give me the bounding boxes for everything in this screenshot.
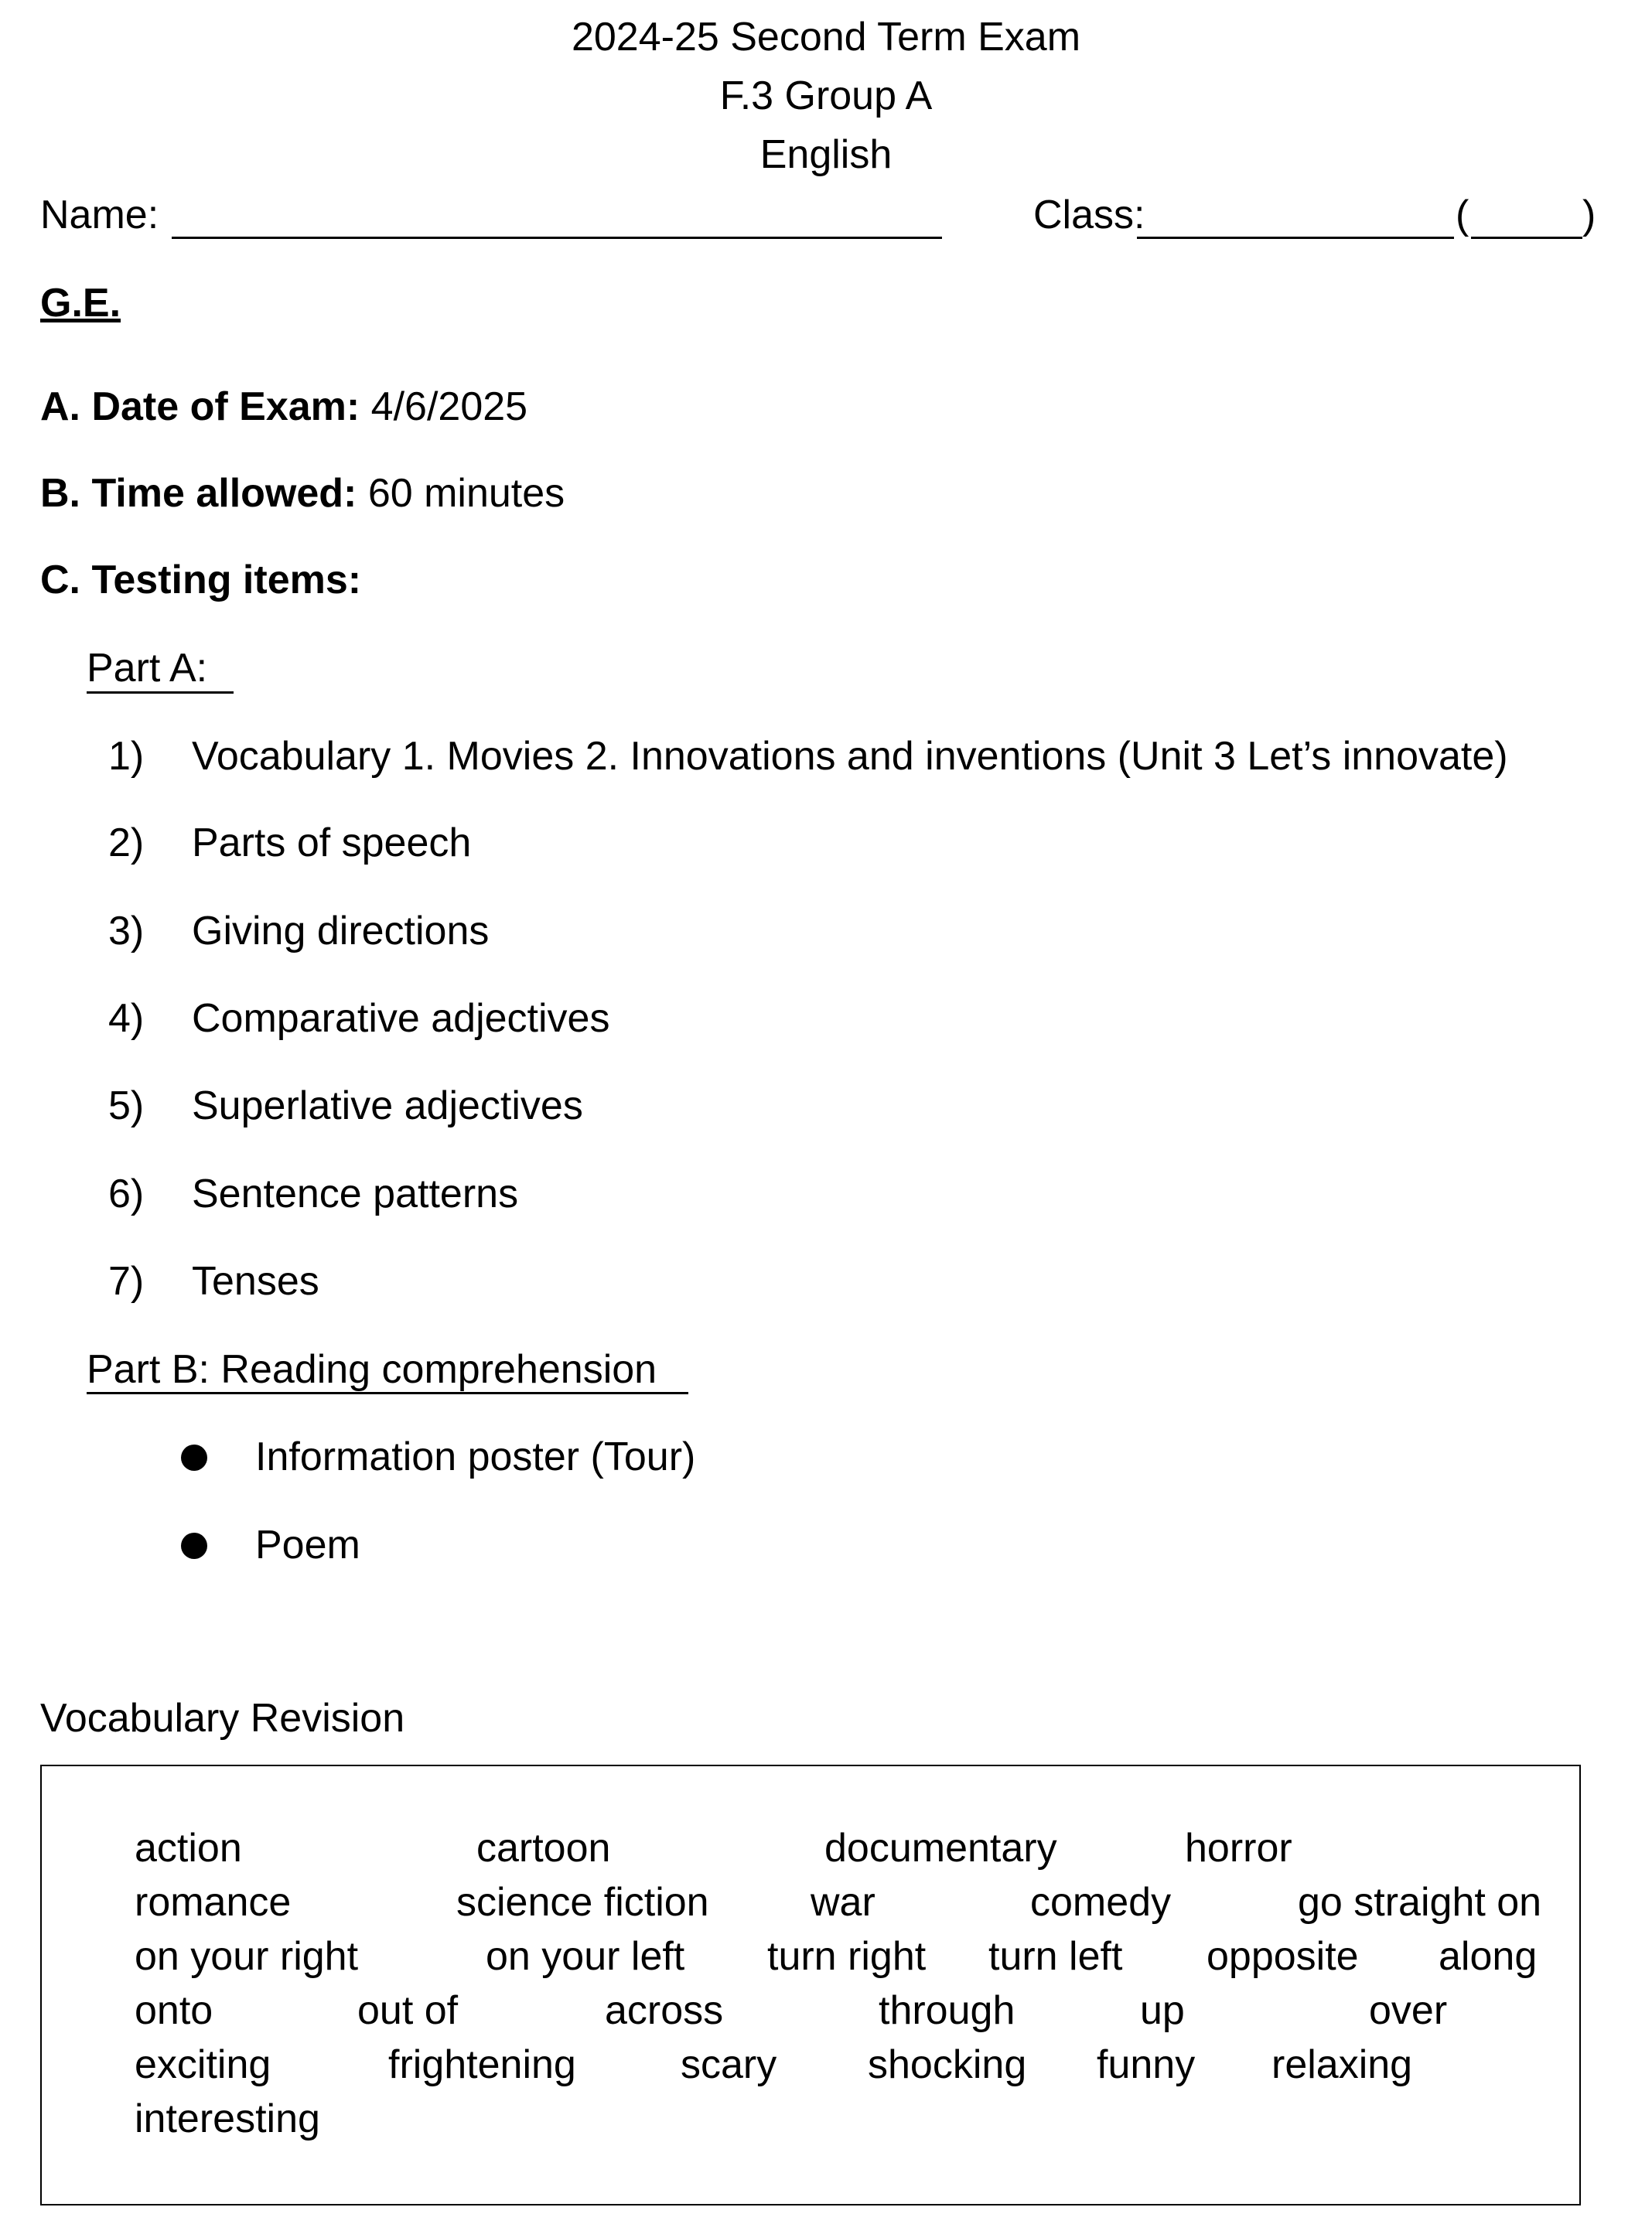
date-value: 4/6/2025 [370, 384, 528, 429]
vocab-word: up [1140, 1988, 1185, 2033]
vocab-word: turn left [988, 1934, 1123, 1979]
time-label: B. Time allowed: [40, 471, 357, 516]
vocab-word: turn right [767, 1934, 927, 1979]
part-b-title: Part B: Reading comprehension [87, 1347, 657, 1392]
vocab-word: through [879, 1988, 1015, 2033]
vocab-word: over [1369, 1988, 1448, 2033]
part-a-item-num: 1) [108, 734, 145, 779]
class-number-close: ) [1582, 193, 1596, 237]
part-a-item-text: Sentence patterns [192, 1172, 519, 1216]
class-number-open: ( [1456, 193, 1469, 237]
vocab-word: scary [681, 2042, 777, 2087]
vocab-box [40, 1765, 1581, 2205]
part-a-item-text: Giving directions [192, 909, 490, 953]
part-a-title: Part A: [87, 646, 208, 691]
exam-title: 2024-25 Second Term Exam [571, 15, 1081, 60]
vocab-word: romance [135, 1880, 292, 1925]
vocab-word: go straight on [1298, 1880, 1542, 1925]
part-a-item-text: Comparative adjectives [192, 996, 610, 1041]
vocab-word: shocking [868, 2042, 1027, 2087]
name-label: Name: [40, 193, 159, 237]
vocab-word: on your left [486, 1934, 685, 1979]
vocab-word: out of [357, 1988, 459, 2033]
section-title: G.E. [40, 281, 121, 326]
part-a-underline [87, 691, 234, 694]
vocab-word: onto [135, 1988, 213, 2033]
part-a-item-num: 2) [108, 820, 145, 865]
exam-group: F.3 Group A [719, 73, 933, 118]
part-a-item-text: Superlative adjectives [192, 1083, 583, 1128]
vocab-word: relaxing [1271, 2042, 1413, 2087]
vocab-word: horror [1185, 1826, 1292, 1871]
part-a-item-num: 3) [108, 909, 145, 953]
vocab-word: comedy [1030, 1880, 1172, 1925]
part-a-item-num: 4) [108, 996, 145, 1041]
exam-date [40, 384, 527, 430]
bullet-icon [181, 1445, 207, 1471]
vocab-word: opposite [1207, 1934, 1359, 1979]
exam-subject: English [759, 132, 893, 177]
date-label: A. Date of Exam: [40, 384, 360, 429]
time-value: 60 minutes [367, 471, 565, 516]
part-b-underline [87, 1392, 688, 1394]
name-blank[interactable] [172, 237, 942, 239]
vocab-word: across [605, 1988, 724, 2033]
class-label: Class: [1033, 193, 1145, 237]
vocab-word: along [1439, 1934, 1538, 1979]
vocab-word: on your right [135, 1934, 359, 1979]
vocab-word: war [811, 1880, 875, 1925]
testing-items-label: C. Testing items: [40, 558, 362, 602]
vocab-word: science fiction [456, 1880, 709, 1925]
vocab-word: action [135, 1826, 242, 1871]
part-b-item: Information poster (Tour) [255, 1434, 696, 1479]
vocab-word: exciting [135, 2042, 271, 2087]
vocab-word: cartoon [476, 1826, 611, 1871]
part-a-item-num: 7) [108, 1259, 145, 1304]
class-blank[interactable] [1137, 237, 1454, 239]
time-allowed [40, 470, 565, 517]
bullet-icon [181, 1533, 207, 1559]
part-a-item-text: Parts of speech [192, 820, 472, 865]
class-number-blank[interactable] [1471, 237, 1582, 239]
part-a-item-num: 6) [108, 1172, 145, 1216]
part-a-item-num: 5) [108, 1083, 145, 1128]
vocab-word: interesting [135, 2096, 320, 2141]
vocab-word: frightening [388, 2042, 576, 2087]
vocab-word: documentary [824, 1826, 1057, 1871]
part-a-item-text: Tenses [192, 1259, 319, 1304]
part-a-item-text: Vocabulary 1. Movies 2. Innovations and inventions (Unit 3 Let’s innovate) [192, 734, 1508, 779]
part-b-item: Poem [255, 1523, 360, 1567]
vocab-title: Vocabulary Revision [40, 1696, 405, 1741]
vocab-word: funny [1097, 2042, 1196, 2087]
